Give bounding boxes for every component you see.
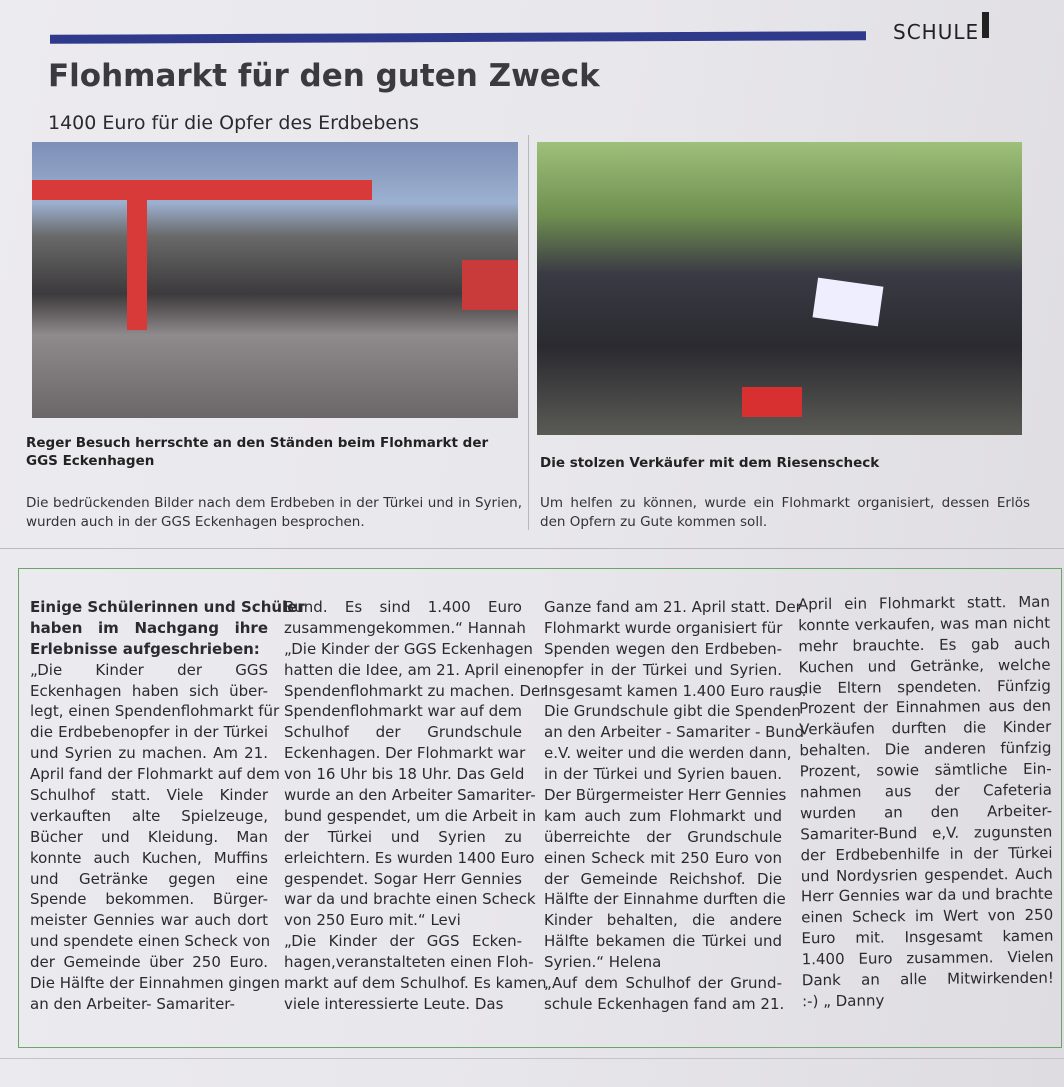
text-line: Spenden wegen den Erdbeben-: [544, 639, 782, 658]
divider: [0, 548, 1064, 549]
report-column-3: [544, 597, 807, 1015]
text-line: behalten. Die anderen fünfzig: [799, 738, 1052, 760]
text-line: Herr Gennies war da und brachte: [800, 885, 1054, 906]
text-line: „Die Kinder der GGS Ecken-: [284, 932, 522, 951]
text-line: und Getränke gegen eine: [30, 869, 268, 888]
text-line: konnte verkaufen, was man nicht: [798, 613, 1051, 635]
text-line: markt auf dem Schulhof. Es kamen: [284, 974, 547, 993]
text-line: wurde an den Arbeiter Samariter-: [284, 786, 536, 805]
text-line: „Auf dem Schulhof der Grund-: [544, 974, 782, 993]
text-line: Eckenhagen haben sich über-: [30, 681, 268, 700]
text-line: Spendenflohmarkt war auf dem: [284, 702, 522, 721]
text-line: nahmen aus der Cafeteria: [799, 780, 1052, 802]
column-divider: [528, 135, 529, 530]
text-line: der Erdbebenhilfe in der Türkei: [800, 843, 1053, 865]
text-line: konnte auch Kuchen, Muffins: [30, 848, 268, 867]
text-line: Bund. Es sind 1.400 Euro: [284, 598, 522, 616]
text-line: Die Hälfte der Einnahmen gingen: [30, 974, 280, 993]
text-line: bund gespendet, um die Arbeit in: [284, 806, 537, 825]
text-line: schule Eckenhagen fand am 21.: [544, 994, 785, 1013]
text-line: und spendete einen Scheck von: [30, 932, 271, 951]
text-line: überreichte der Grundschule: [544, 827, 782, 846]
intro-left: Die bedrückenden Bilder nach dem Erdbeben in der Türkei und in Syrien, wurden auch in der GGS Eckenhagen besprochen.: [26, 495, 522, 530]
text-line: Eckenhagen. Der Flohmarkt war: [284, 744, 526, 763]
report-column-1: [30, 597, 305, 1015]
text-line: verkauften alte Spielzeuge,: [30, 806, 268, 825]
text-line: in der Türkei und Syrien bauen.: [544, 765, 782, 784]
text-line: Ganze fand am 21. April statt. Der: [544, 598, 802, 616]
text-line: der Gemeinde Reichshof. Die: [544, 869, 782, 888]
text-line: Kuchen und Getränke, welche: [798, 655, 1051, 676]
photo-flea-market-schoolyard: [32, 142, 518, 418]
text-line: Kinder behalten, die andere: [544, 911, 782, 930]
text-line: Samariter-Bund e,V. zugunsten: [800, 822, 1053, 844]
text-line: der Gemeinde über 250 Euro.: [30, 953, 268, 972]
text-line: war da und brachte einen Scheck: [284, 890, 536, 909]
text-line: Insgesamt kamen 1.400 Euro raus.: [544, 681, 807, 700]
text-line: Spende bekommen. Bürger-: [30, 890, 268, 909]
text-line: von 16 Uhr bis 18 Uhr. Das Geld: [284, 765, 525, 784]
text-line: Schulhof statt. Viele Kinder: [30, 786, 268, 805]
text-line: wurden an den Arbeiter-: [800, 801, 1053, 823]
text-line: April ein Flohmarkt statt. Man: [797, 592, 1051, 614]
text-line: Dank an alle Mitwirkenden!: [801, 968, 1054, 990]
text-line: die Erdbebenopfer in der Türkei: [30, 723, 268, 742]
text-line: opfer in der Türkei und Syrien.: [544, 660, 782, 679]
text-line: viele interessierte Leute. Das: [284, 994, 504, 1013]
text-line: mehr brauchte. Es gab auch: [798, 634, 1051, 656]
section-label: SCHULE: [893, 20, 980, 44]
text-line: an den Arbeiter- Samariter-: [30, 994, 235, 1013]
article-subtitle: 1400 Euro für die Opfer des Erdbebens: [48, 112, 420, 134]
text-line: und Nordysrien gespendet. Auch: [800, 864, 1053, 885]
text-line: meister Gennies war auch dort: [30, 911, 268, 930]
text-line: April fand der Flohmarkt auf dem: [30, 765, 280, 784]
text-line: hatten die Idee, am 21. April einen: [284, 660, 546, 679]
photo-left-caption: Reger Besuch herrschte an den Ständen beim Flohmarkt der GGS Eckenhagen: [26, 435, 489, 469]
text-line: einen Scheck im Wert von 250: [801, 906, 1054, 927]
text-line: „Die Kinder der GGS Eckenhagen: [284, 639, 533, 658]
text-line: Spendenflohmarkt zu machen. Der: [284, 681, 547, 700]
text-line: Syrien.“ Helena: [544, 953, 662, 972]
text-line: von 250 Euro mit.“ Levi: [284, 911, 461, 930]
intro-right: Um helfen zu können, wurde ein Flohmarkt organisiert, dessen Erlös den Opfern zu Gute kommen soll.: [540, 495, 1030, 530]
text-line: Hälfte bekamen die Türkei und: [544, 932, 782, 951]
photo-group-with-cheque: [537, 142, 1022, 435]
text-line: Erlebnisse aufgeschrieben:: [30, 639, 260, 658]
text-line: Schulhof der Grundschule: [284, 723, 522, 742]
text-line: Prozent, sowie sämtliche Ein-: [799, 759, 1052, 781]
text-line: Bücher und Kleidung. Man: [30, 827, 268, 846]
article-title: Flohmarkt für den guten Zweck: [48, 58, 600, 94]
photo-right-caption: Die stolzen Verkäufer mit dem Riesenscheck: [540, 455, 880, 471]
text-line: Der Bürgermeister Herr Gennies: [544, 786, 787, 805]
text-line: die Eltern spendeten. Fünfzig: [798, 676, 1051, 697]
text-line: einen Scheck mit 250 Euro von: [544, 848, 782, 867]
text-line: an den Arbeiter - Samariter - Bund: [544, 723, 804, 742]
text-line: kam auch zum Flohmarkt und: [544, 806, 782, 825]
text-line: gespendet. Sogar Herr Gennies: [284, 869, 522, 888]
report-column-2: [284, 597, 547, 1015]
section-marker: [982, 12, 989, 38]
text-line: „Die Kinder der GGS: [30, 660, 268, 679]
text-line: Euro mit. Insgesamt kamen: [801, 926, 1054, 948]
text-line: legt, einen Spendenflohmarkt für: [30, 702, 280, 721]
bottom-rule: [0, 1058, 1064, 1059]
text-line: hagen,veranstalteten einen Floh-: [284, 953, 534, 972]
text-line: 1.400 Euro zusammen. Vielen: [801, 947, 1054, 969]
text-line: Prozent der Einnahmen aus den: [798, 697, 1052, 718]
text-line: e.V. weiter und die werden dann,: [544, 744, 792, 763]
text-line: erleichtern. Es wurden 1400 Euro: [284, 848, 535, 867]
text-line: und Syrien zu machen. Am 21.: [30, 744, 268, 763]
text-line: Die Grundschule gibt die Spenden: [544, 702, 801, 721]
text-line: Verkäufen durften die Kinder: [799, 718, 1052, 739]
text-line: der Türkei und Syrien zu: [284, 827, 522, 846]
text-line: :-) „ Danny: [801, 991, 885, 1011]
text-line: Flohmarkt wurde organisiert für: [544, 618, 783, 637]
text-line: Einige Schülerinnen und Schüler: [30, 598, 305, 616]
text-line: Hälfte der Einnahme durften die: [544, 890, 786, 909]
text-line: zusammengekommen.“ Hannah: [284, 618, 526, 637]
text-line: haben im Nachgang ihre: [30, 618, 268, 637]
section-color-bar: [50, 31, 866, 44]
report-column-4: [798, 592, 1054, 1012]
